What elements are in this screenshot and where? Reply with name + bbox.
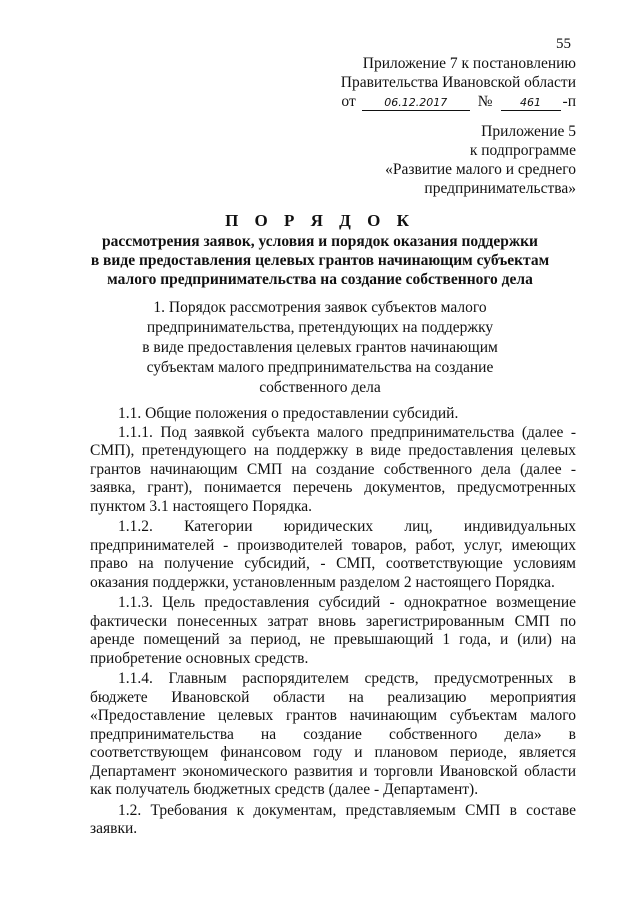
title-line-1: рассмотрения заявок, условия и порядок оказания поддержки [102,233,538,250]
document-heading: П О Р Я Д О К [225,211,415,230]
number-label: № [477,93,493,110]
appendix-7-block [341,54,576,111]
paragraph-1-1: 1.1. Общие положения о предоставлении субсидий. [118,405,459,422]
title-line-3: малого предпринимательства на создание собственного дела [107,271,533,288]
document-body [90,405,576,839]
section-1-line-3: в виде предоставления целевых грантов начинающим [142,339,498,356]
appendix-5-block [385,122,576,198]
title-line-2: в виде предоставления целевых грантов начинающим субъектам [90,252,550,269]
section-1-line-2: предпринимательства, претендующих на поддержку [146,319,494,336]
appendix-7-line-2: Правительства Ивановской области [340,74,576,91]
paragraph-1-1-3: 1.1.3. Цель предоставления субсидий - однократное возмещение фактически понесенных затрат вновь зарегистрированным СМП по аренде помещений за период, не превышающий 1 года, и (или) на приобретение основных средств. [90,594,576,667]
paragraph-1-1-2: 1.1.2. Категории юридических лиц, индивидуальных предпринимателей - производителей товаров, работ, услуг, имеющих право на получение субсидий, - СМП, соответствующие условиям оказания поддержки, установленным разделом 2 настоящего Порядка. [90,518,576,591]
number-suffix: -п [562,93,576,110]
page-number: 55 [556,36,571,52]
appendix-7-date-line [341,92,576,111]
appendix-5-line-3: «Развитие малого и среднего [385,161,576,178]
appendix-5-line-1: Приложение 5 [481,123,576,140]
paragraph-1-2: 1.2. Требования к документам, представляемым СМП в составе заявки. [90,801,576,837]
appendix-5-line-2: к подпрограмме [469,142,576,159]
paragraph-1-1-1: 1.1.1. Под заявкой субъекта малого предпринимательства (далее - СМП), претендующего на поддержку в виде предоставления целевых грантов начинающим СМП на создание собственного дела (далее - заявка, грант), понимается перечень документов, предусмотренных пунктом 3.1 настоящего Порядка. [90,423,576,515]
section-1-heading [60,298,580,398]
appendix-7-line-1: Приложение 7 к постановлению [362,55,576,72]
appendix-5-line-4: предпринимательства» [424,180,576,197]
section-1-line-1: 1. Порядок рассмотрения заявок субъектов малого [153,299,487,316]
section-1-line-4: субъектам малого предпринимательства на создание [146,359,494,376]
from-label: от [341,93,356,110]
resolution-number: 461 [501,96,561,111]
document-title [60,232,580,289]
section-1-line-5: собственного дела [259,379,381,396]
resolution-date: 06.12.2017 [362,96,470,111]
paragraph-1-1-4: 1.1.4. Главным распорядителем средств, предусмотренных в бюджете Ивановской области на реализацию мероприятия «Предоставление целевых грантов начинающим субъектам малого предпринимательства на создание собственного дела» в соответствующем финансовом году и плановом периоде, является Департамент экономического развития и торговли Ивановской области как получатель бюджетных средств (далее - Департамент). [90,670,576,798]
